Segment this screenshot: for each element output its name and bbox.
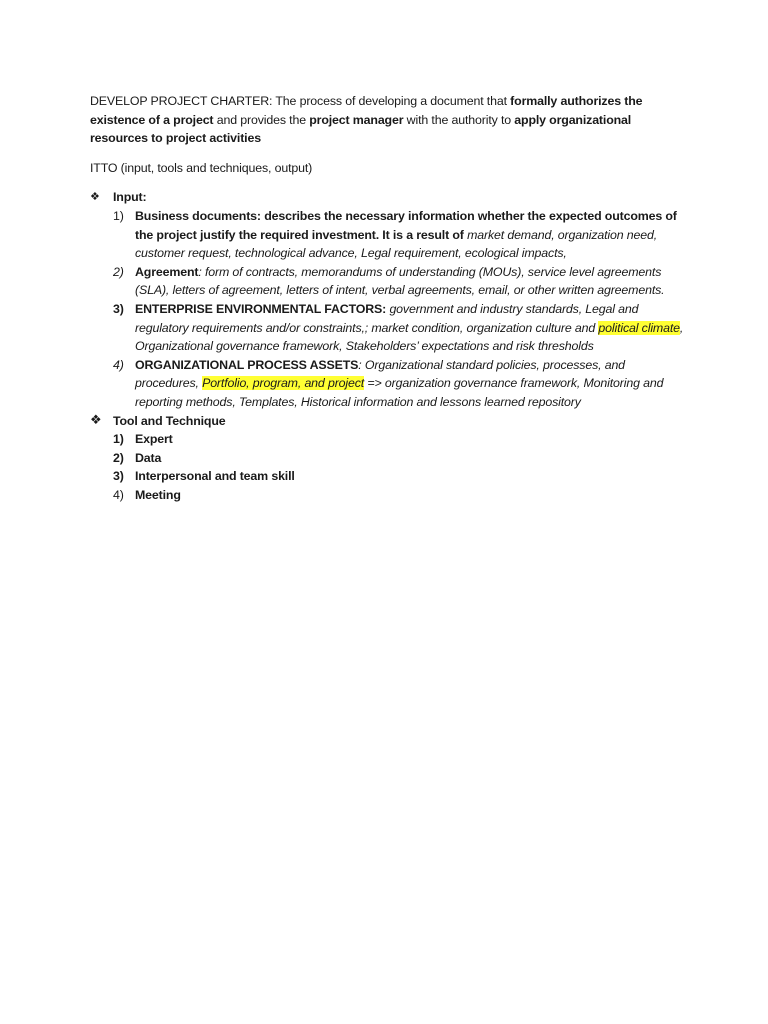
tool-label: Expert [135, 432, 173, 447]
highlighted-text: Portfolio, program, and project [202, 376, 365, 391]
diamond-bullet-icon: ❖ [90, 190, 100, 204]
document-page [90, 92, 690, 504]
tool-heading: Tool and Technique [113, 413, 226, 428]
input-item-opa [90, 356, 690, 412]
intro-emphasis-3: apply organizational resources to project activities [90, 112, 632, 146]
diamond-bullet-icon: ❖ [90, 412, 102, 428]
list-number: 1) [113, 432, 124, 447]
tool-label: Meeting [135, 487, 181, 502]
item-term: Agreement [135, 264, 199, 279]
list-number: 3) [113, 301, 124, 316]
intro-title: DEVELOP PROJECT CHARTER: [90, 94, 276, 108]
item-term: Business documents: [135, 208, 265, 223]
intro-text-1: The process of developing a document that [275, 94, 511, 108]
list-number: 3) [113, 469, 124, 484]
tool-item-data [90, 449, 690, 468]
list-number: 2) [113, 450, 124, 465]
tool-label: Data [135, 450, 162, 465]
item-examples: : Organizational standard policies, processes, and procedures, [135, 357, 625, 391]
input-list [90, 207, 690, 412]
list-number: 1) [113, 208, 124, 223]
tool-item-expert [90, 430, 690, 449]
input-heading: Input: [113, 190, 147, 205]
input-bullet [90, 188, 690, 207]
intro-text-3: with the authority to [403, 112, 515, 127]
list-number: 2) [113, 264, 124, 279]
intro-text-2: and provides the [213, 112, 310, 127]
tool-item-interpersonal [90, 467, 690, 486]
intro-emphasis-2: project manager [309, 112, 404, 127]
list-number: 4) [113, 357, 124, 372]
input-item-eef [90, 300, 690, 356]
tool-bullet [90, 412, 690, 431]
tool-item-meeting [90, 486, 690, 505]
item-term: ENTERPRISE ENVIRONMENTAL FACTORS: [135, 301, 390, 316]
item-examples-continued: , Organizational governance framework, Stakeholders’ expectations and risk thresholds [135, 320, 684, 354]
item-examples-continued: => organization governance framework, Monitoring and reporting methods, Templates, Historical information and lessons learned repository [135, 376, 664, 409]
tool-label: Interpersonal and team skill [135, 469, 295, 484]
list-number: 4) [113, 487, 124, 502]
tool-list [90, 430, 690, 504]
item-description: describes the necessary information whether the expected outcomes of the project justify the required investment. It is a result of [135, 208, 677, 242]
item-examples: government and industry standards, Legal and regulatory requirements and/or constraints,; market condition, organization culture and [135, 301, 639, 335]
highlighted-text: political climate [598, 320, 680, 335]
item-examples: : form of contracts, memorandums of understanding (MOUs), service level agreements (SLA), letters of agreement, letters of intent, verbal agreements, email, or other written agreements. [135, 264, 665, 298]
input-item-business-documents [90, 207, 690, 263]
itto-line: ITTO (input, tools and techniques, output) [90, 160, 313, 175]
input-item-agreement [90, 263, 690, 300]
item-term: ORGANIZATIONAL PROCESS ASSETS [135, 357, 359, 372]
intro-emphasis-1: formally authorizes the existence of a project [90, 94, 643, 127]
intro-paragraph [90, 92, 690, 148]
item-examples: market demand, organization need, customer request, technological advance, Legal requirement, ecological impacts, [135, 227, 658, 261]
